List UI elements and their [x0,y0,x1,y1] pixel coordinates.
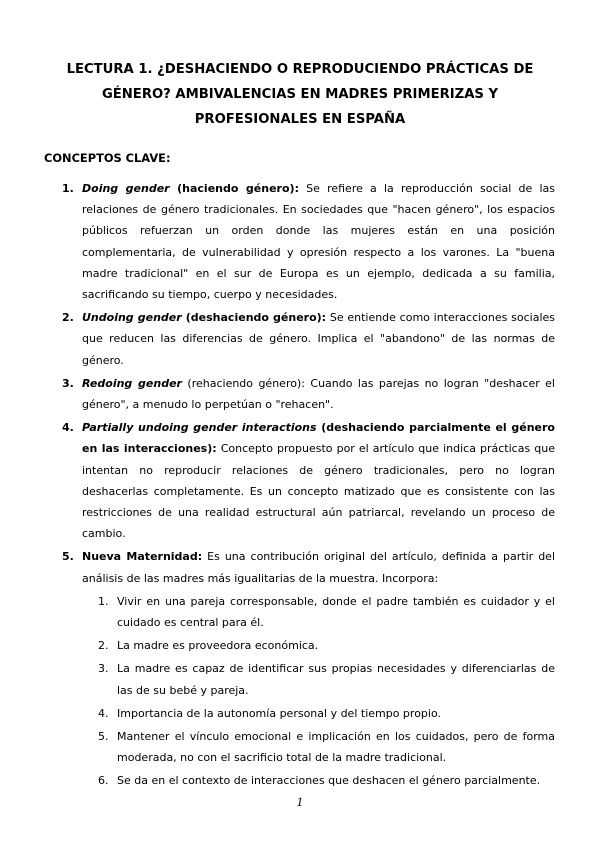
item-paragraph [82,307,555,371]
item-paragraph [82,178,555,305]
subitem-number: 5. [98,730,109,744]
item-term: Redoing gender [82,376,182,390]
sublist-item [82,591,555,633]
subitem-text: La madre es capaz de identificar sus propias necesidades y diferenciarlas de las de su bebé y pareja. [117,662,555,697]
item-number: 1. [62,182,74,195]
sublist-item [82,726,555,768]
item-number: 2. [62,311,74,325]
item-number: 5. [62,550,74,564]
item-number: 4. [62,421,74,435]
subitem-text: Importancia de la autonomía personal y del tiempo propio. [117,706,442,720]
list-item [0,546,555,791]
subitem-number: 3. [98,662,109,676]
item-paragraph [82,417,555,544]
item-paragraph [82,373,555,415]
subitem-text: Se da en el contexto de interacciones que deshacen el género parcialmente. [117,774,541,788]
item-text: Es una contribución original del artículo, definida a partir del análisis de las madres más igualitarias de la muestra. Incorpora: [82,550,555,585]
item-term: Nueva Maternidad: [82,550,203,564]
subitem-text: La madre es proveedora económica. [117,639,319,653]
subitem-number: 6. [98,774,109,788]
concepts-list [0,178,600,794]
subitem-text: Vivir en una pareja corresponsable, donde el padre también es cuidador y el cuidado es central para él. [117,594,555,630]
sublist-item [82,703,555,724]
title-line-3: PROFESIONALES EN ESPAÑA [194,112,406,127]
item-text: Concepto propuesto por el artículo que indica prácticas que intentan no reproducir relaciones de género tradicionales, pero no logran deshacerlas completamente. Es un concepto matizado que es consistente con las restricciones de una realidad estructural aún patriarcal, revelando un proceso de cambio. [82,442,555,541]
subitem-text: Mantener el vínculo emocional e implicación en los cuidados, pero de forma moderada, no con el sacrificio total de la madre tradicional. [117,730,555,765]
title-line-1: LECTURA 1. ¿DESHACIENDO O REPRODUCIENDO PRÁCTICAS DE [66,62,534,77]
item-term-suffix: (deshaciendo género): [181,311,327,325]
document-title [44,57,556,132]
item-term-suffix: (haciendo género): [169,182,299,195]
list-item [0,178,555,305]
item-number: 3. [62,376,74,390]
item-term: Doing gender [82,182,170,195]
page-number: 1 [296,796,304,809]
section-heading: CONCEPTOS CLAVE: [44,151,171,165]
list-item [0,373,555,415]
sublist-item [82,658,555,700]
item-text: Se entiende como interacciones sociales que reducen las diferencias de género. Implica el "abandono" de las normas de género. [82,311,555,367]
item-text: (rehaciendo género): Cuando las parejas no logran "deshacer el género", a menudo lo perpetúan o "rehacen". [82,376,555,412]
sublist-item [82,635,555,656]
subitem-number: 4. [98,706,109,720]
subitem-number: 2. [98,639,109,653]
sublist-item [82,770,555,791]
subitem-number: 1. [98,594,109,608]
nueva-maternidad-sublist [82,591,555,792]
item-term-suffix: (deshaciendo parcialmente el género en las interacciones): [82,421,555,456]
list-item [0,307,555,371]
title-line-2: GÉNERO? AMBIVALENCIAS EN MADRES PRIMERIZAS Y [101,87,499,102]
item-term: Partially undoing gender interactions [82,421,317,435]
item-paragraph [82,546,555,588]
item-term: Undoing gender [82,311,182,325]
item-text: Se refiere a la reproducción social de las relaciones de género tradicionales. En sociedades que "hacen género", los espacios públicos refuerzan un orden donde las mujeres están en una posición complementaria, de vulnerabilidad y opresión respecto a los varones. La "buena madre tradicional" en el sur de Europa es un ejemplo, dedicada a su familia, sacrificando su tiempo, cuerpo y necesidades. [82,182,555,302]
list-item [0,417,555,544]
